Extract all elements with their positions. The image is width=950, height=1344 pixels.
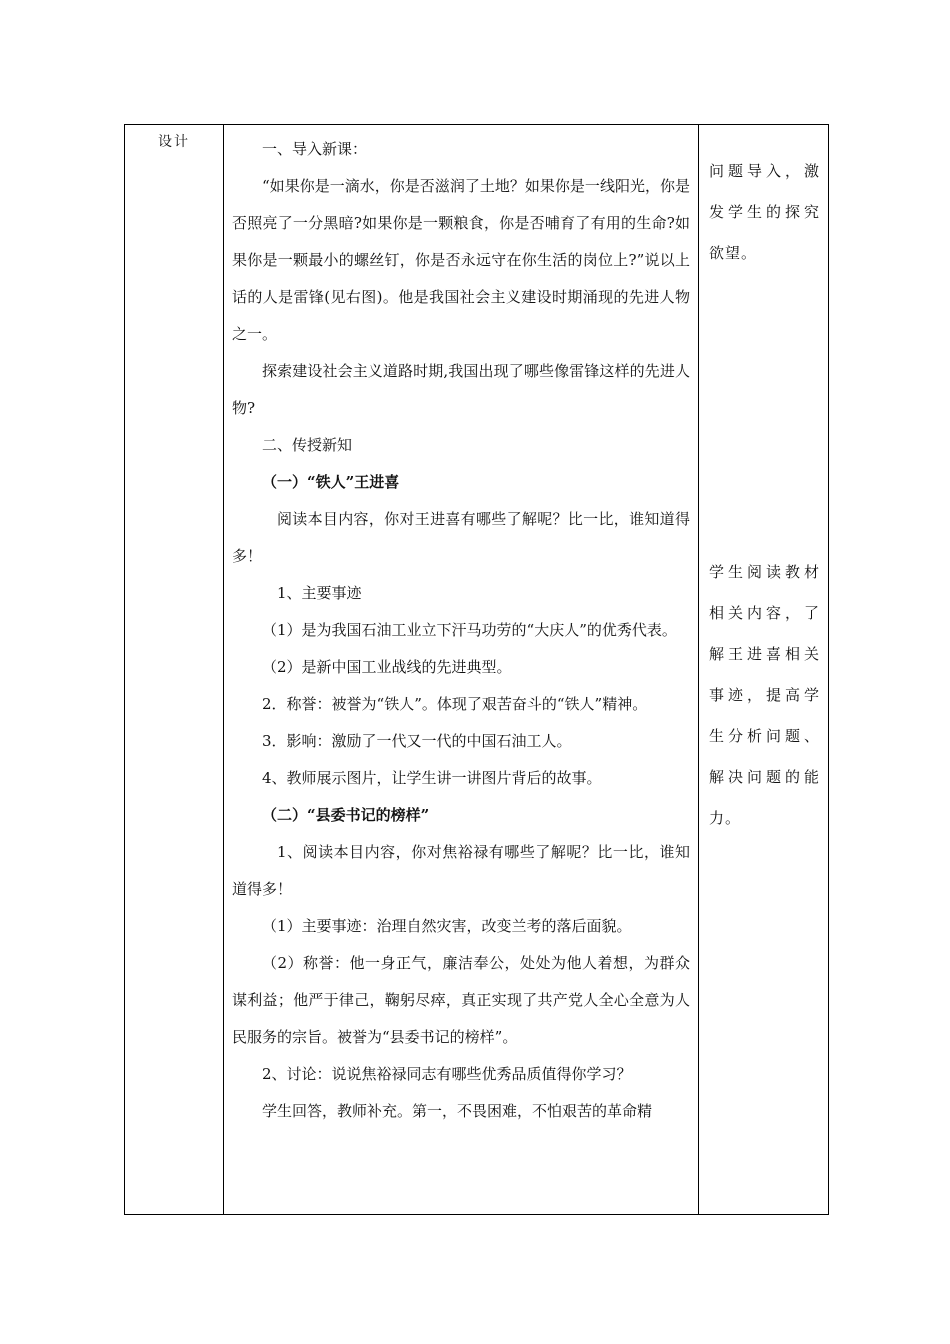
content-paragraph: 2．称誉：被誉为“铁人”。体现了艰苦奋斗的“铁人”精神。 bbox=[262, 695, 648, 713]
content-paragraph: 阅读本目内容，你对王进喜有哪些了解呢？比一比，谁知道得多！ bbox=[232, 510, 690, 565]
content-paragraph: （1）主要事迹：治理自然灾害，改变兰考的落后面貌。 bbox=[262, 917, 632, 935]
content-paragraph: 1、主要事迹 bbox=[277, 584, 362, 602]
section-label: 设计 bbox=[158, 134, 190, 150]
design-intent-cell bbox=[699, 125, 829, 1215]
section-label-cell bbox=[125, 125, 224, 1215]
teaching-content bbox=[224, 125, 698, 1130]
teaching-content-cell bbox=[224, 125, 699, 1215]
content-paragraph: （2）称誉：他一身正气，廉洁奉公，处处为他人着想，为群众谋利益；他严于律己，鞠躬尽瘁，真正实现了共产党人全心全意为人民服务的宗旨。被誉为“县委书记的榜样”。 bbox=[232, 954, 690, 1046]
content-paragraph: （二）“县委书记的榜样” bbox=[262, 806, 430, 824]
content-paragraph: “如果你是一滴水，你是否滋润了土地？如果你是一线阳光，你是否照亮了一分黑暗?如果你是一颗粮食，你是否哺育了有用的生命?如果你是一颗最小的螺丝钉，你是否永远守在你生活的岗位上?”说以上话的人是雷锋(见右图)。他是我国社会主义建设时期涌现的先进人物之一。 bbox=[232, 177, 690, 343]
content-paragraph: 4、教师展示图片，让学生讲一讲图片背后的故事。 bbox=[262, 769, 602, 787]
content-paragraph: 二、传授新知 bbox=[262, 436, 353, 454]
side-note-intro: 问题导入，激发学生的探究欲望。 bbox=[709, 162, 820, 262]
content-paragraph: 学生回答，教师补充。第一，不畏困难，不怕艰苦的革命精 bbox=[262, 1102, 653, 1120]
content-paragraph: （1）是为我国石油工业立下汗马功劳的“大庆人”的优秀代表。 bbox=[262, 621, 677, 639]
lesson-plan-table bbox=[124, 124, 829, 1215]
content-paragraph: 2、讨论：说说焦裕禄同志有哪些优秀品质值得你学习？ bbox=[262, 1065, 632, 1083]
content-paragraph: 一、导入新课： bbox=[262, 140, 368, 158]
content-paragraph: 探索建设社会主义道路时期,我国出现了哪些像雷锋这样的先进人物? bbox=[232, 362, 690, 417]
content-paragraph: 3．影响：激励了一代又一代的中国石油工人。 bbox=[262, 732, 572, 750]
side-note-reading: 学生阅读教材相关内容，了解王进喜相关事迹，提高学生分析问题、解决问题的能力。 bbox=[709, 563, 820, 827]
content-paragraph: （2）是新中国工业战线的先进典型。 bbox=[262, 658, 512, 676]
table-row bbox=[125, 125, 829, 1215]
content-paragraph: （一）“铁人”王进喜 bbox=[262, 473, 400, 491]
content-paragraph: 1、阅读本目内容，你对焦裕禄有哪些了解呢？比一比，谁知道得多！ bbox=[232, 843, 690, 898]
